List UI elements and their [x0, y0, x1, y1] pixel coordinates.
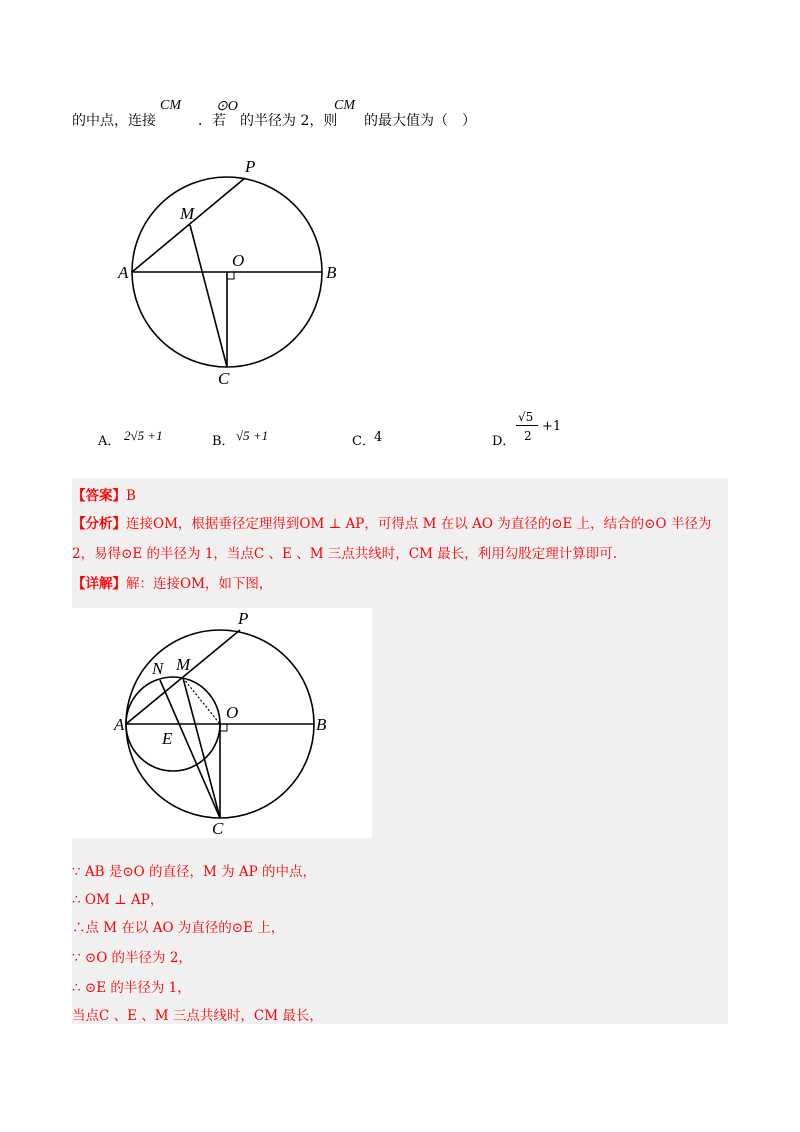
choice-d-numerator: √5: [518, 410, 534, 424]
figure-2-diagram: [72, 608, 372, 838]
segment-mc-2: [183, 678, 220, 818]
choice-b-value: √5 +1: [236, 428, 269, 443]
analysis-line-2: 2，易得⊙E 的半径为 1，当点C 、E 、M 三点共线时，CM 最长，利用勾股定理计算即可.: [72, 546, 618, 562]
question-text-2: ．若: [198, 113, 226, 129]
label-o: O: [232, 251, 245, 270]
chord-ap: [132, 178, 245, 272]
question-text-4: 的最大值为（ ）: [364, 113, 476, 129]
label-a-2: A: [114, 715, 125, 734]
circle-o-label: ⊙O: [216, 99, 238, 114]
choice-d-fraction-bar: [516, 425, 538, 426]
segment-nc: [160, 680, 220, 818]
detail-intro: 解：连接OM，如下图，: [126, 576, 273, 592]
chord-ap-2: [126, 630, 240, 724]
choice-a-value: 2√5 +1: [124, 428, 163, 443]
question-stem: [72, 98, 732, 138]
choice-d-plus: +1: [542, 419, 562, 434]
right-angle-mark-2: [220, 724, 227, 731]
choice-d-label: D．: [492, 434, 516, 449]
choice-c-value: 4: [374, 430, 383, 445]
proof-step-2: ∴ OM ⊥ AP，: [72, 892, 164, 908]
analysis-tag: 【分析】: [72, 516, 126, 532]
figure-2-panel: [72, 608, 372, 838]
label-o-2: O: [226, 703, 239, 722]
proof-step-5: ∴ ⊙E 的半径为 1，: [72, 980, 191, 996]
label-m-2: M: [176, 655, 191, 674]
cm-label-2: CM: [334, 98, 355, 113]
choice-d-denominator: 2: [524, 429, 532, 443]
label-p-2: P: [238, 609, 249, 628]
question-text-3: 的半径为 2，则: [240, 113, 338, 129]
proof-step-1: ∵ AB 是⊙O 的直径，M 为 AP 的中点，: [72, 864, 317, 880]
cm-label-1: CM: [160, 98, 181, 113]
analysis-text-1: 连接OM，根据垂径定理得到OM ⊥ AP，可得点 M 在以 AO 为直径的⊙E 上，结合的⊙O 半径为: [126, 516, 712, 532]
label-p: P: [245, 157, 256, 176]
choice-a-label: A．: [98, 434, 121, 449]
proof-step-3: ∴点 M 在以 AO 为直径的⊙E 上，: [72, 920, 285, 936]
label-a: A: [118, 263, 129, 282]
detail-line: [72, 572, 272, 592]
analysis-line-1: [72, 512, 711, 532]
answer-tag: 【答案】: [72, 488, 126, 504]
label-e: E: [162, 729, 173, 748]
label-c: C: [218, 369, 230, 388]
answer-line: [72, 484, 136, 504]
label-b-2: B: [316, 715, 327, 734]
label-n: N: [152, 659, 164, 678]
proof-step-4: ∵ ⊙O 的半径为 2，: [72, 950, 192, 966]
answer-choices: [98, 410, 718, 460]
question-text-1: 的中点，连接: [72, 113, 156, 129]
solution-block: [72, 478, 728, 1024]
figure-1-diagram: [110, 150, 350, 390]
label-m: M: [180, 204, 195, 223]
segment-mc: [190, 225, 227, 367]
choice-b-label: B．: [212, 434, 235, 449]
choice-c-label: C．: [352, 434, 375, 449]
label-b: B: [326, 263, 337, 282]
answer-value: B: [126, 488, 136, 504]
label-c-2: C: [212, 819, 224, 838]
proof-step-6: 当点C 、E 、M 三点共线时，CM 最长，: [72, 1008, 323, 1024]
right-angle-mark: [227, 272, 234, 279]
detail-tag: 【详解】: [72, 576, 126, 592]
